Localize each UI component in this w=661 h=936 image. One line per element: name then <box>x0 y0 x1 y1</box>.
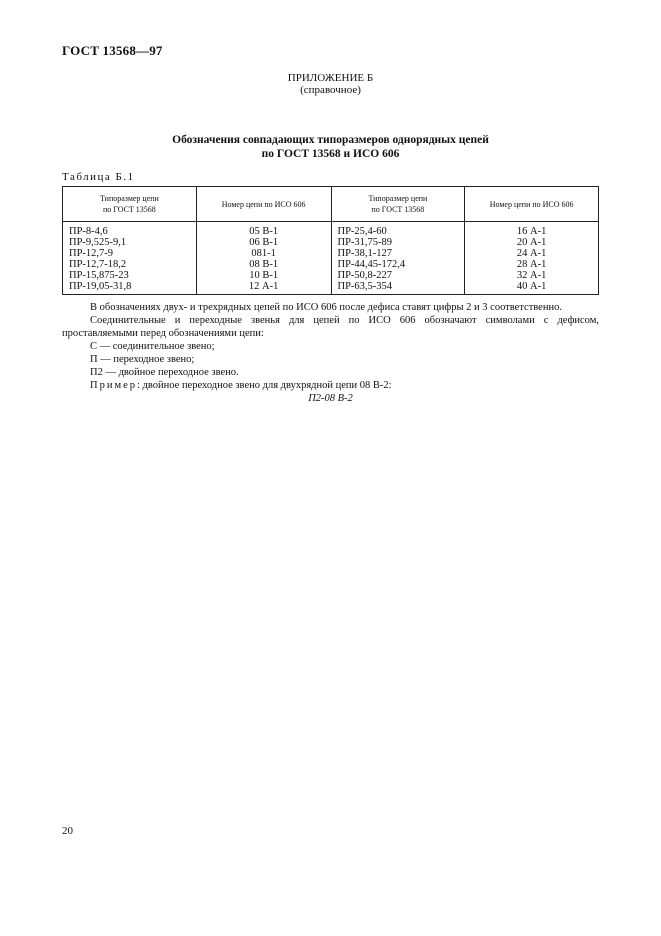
example-text: : двойное переходное звено для двухрядной цепи 08 В-2: <box>137 380 392 391</box>
table-cell: ПР-25,4-60 <box>331 222 465 238</box>
table-header-row <box>63 187 599 222</box>
standard-header: ГОСТ 13568—97 <box>62 43 163 58</box>
table-cell: 05 В-1 <box>196 222 331 238</box>
column-header-gost-size-1 <box>63 187 197 222</box>
paragraph-links-line-1: Соединительные и переходные звенья для цепей по ИСО 606 обозначают символами с дефисом, <box>90 315 599 326</box>
table-label: Таблица Б.1 <box>62 171 135 183</box>
chain-size-table <box>62 186 599 295</box>
appendix-subtitle: (справочное) <box>300 84 361 96</box>
list-item-double-transition-link: П2 — двойное переходное звено. <box>90 367 239 378</box>
table-row <box>63 237 599 248</box>
table-cell: ПР-8-4,6 <box>63 222 197 238</box>
table-cell: 28 А-1 <box>465 259 599 270</box>
example-line <box>62 379 599 392</box>
table-cell: 16 А-1 <box>465 222 599 238</box>
document-title-line-1: Обозначения совпадающих типоразмеров однорядных цепей <box>172 134 489 146</box>
document-title <box>0 133 661 161</box>
table-cell: ПР-38,1-127 <box>331 248 465 259</box>
table-row <box>63 270 599 281</box>
column-header-line: по ГОСТ 13568 <box>371 205 425 214</box>
table-cell: 081-1 <box>196 248 331 259</box>
table-cell: ПР-15,875-23 <box>63 270 197 281</box>
table-cell: 08 В-1 <box>196 259 331 270</box>
column-header-iso-number-1: Номер цепи по ИСО 606 <box>196 187 331 222</box>
column-header-gost-size-2 <box>331 187 465 222</box>
column-header-line: Типоразмер цепи <box>368 194 428 203</box>
document-title-line-2: по ГОСТ 13568 и ИСО 606 <box>261 148 400 160</box>
table-cell: ПР-19,05-31,8 <box>63 281 197 295</box>
column-header-line: Типоразмер цепи <box>99 194 159 203</box>
table-cell: 10 В-1 <box>196 270 331 281</box>
appendix-heading <box>0 72 661 96</box>
column-header-iso-number-2: Номер цепи по ИСО 606 <box>465 187 599 222</box>
table-cell: ПР-44,45-172,4 <box>331 259 465 270</box>
page-number: 20 <box>62 825 73 837</box>
list-item-connecting-link: С — соединительное звено; <box>90 341 215 352</box>
table-cell: ПР-12,7-18,2 <box>63 259 197 270</box>
table-cell: 12 А-1 <box>196 281 331 295</box>
table-cell: ПР-9,525-9,1 <box>63 237 197 248</box>
table-cell: 06 В-1 <box>196 237 331 248</box>
table-cell: ПР-63,5-354 <box>331 281 465 295</box>
table-cell: 32 А-1 <box>465 270 599 281</box>
table-row <box>63 222 599 238</box>
table-cell: 24 А-1 <box>465 248 599 259</box>
paragraph-multi-row-chains: В обозначениях двух- и трехрядных цепей по ИСО 606 после дефиса ставят цифры 2 и 3 соответственно. <box>90 302 562 313</box>
table-cell: 40 А-1 <box>465 281 599 295</box>
example-label: Пример <box>90 380 138 391</box>
table-row <box>63 259 599 270</box>
list-item-transition-link: П — переходное звено; <box>90 354 195 365</box>
table-cell: ПР-31,75-89 <box>331 237 465 248</box>
column-header-line: по ГОСТ 13568 <box>102 205 156 214</box>
table-cell: ПР-12,7-9 <box>63 248 197 259</box>
table-cell: 20 А-1 <box>465 237 599 248</box>
appendix-title: ПРИЛОЖЕНИЕ Б <box>287 72 374 84</box>
table-row <box>63 248 599 259</box>
example-code: П2-08 В-2 <box>308 393 353 404</box>
table-row <box>63 281 599 295</box>
table-cell: ПР-50,8-227 <box>331 270 465 281</box>
body-text <box>62 301 599 405</box>
paragraph-links-line-2: проставляемыми перед обозначениями цепи: <box>62 328 264 339</box>
